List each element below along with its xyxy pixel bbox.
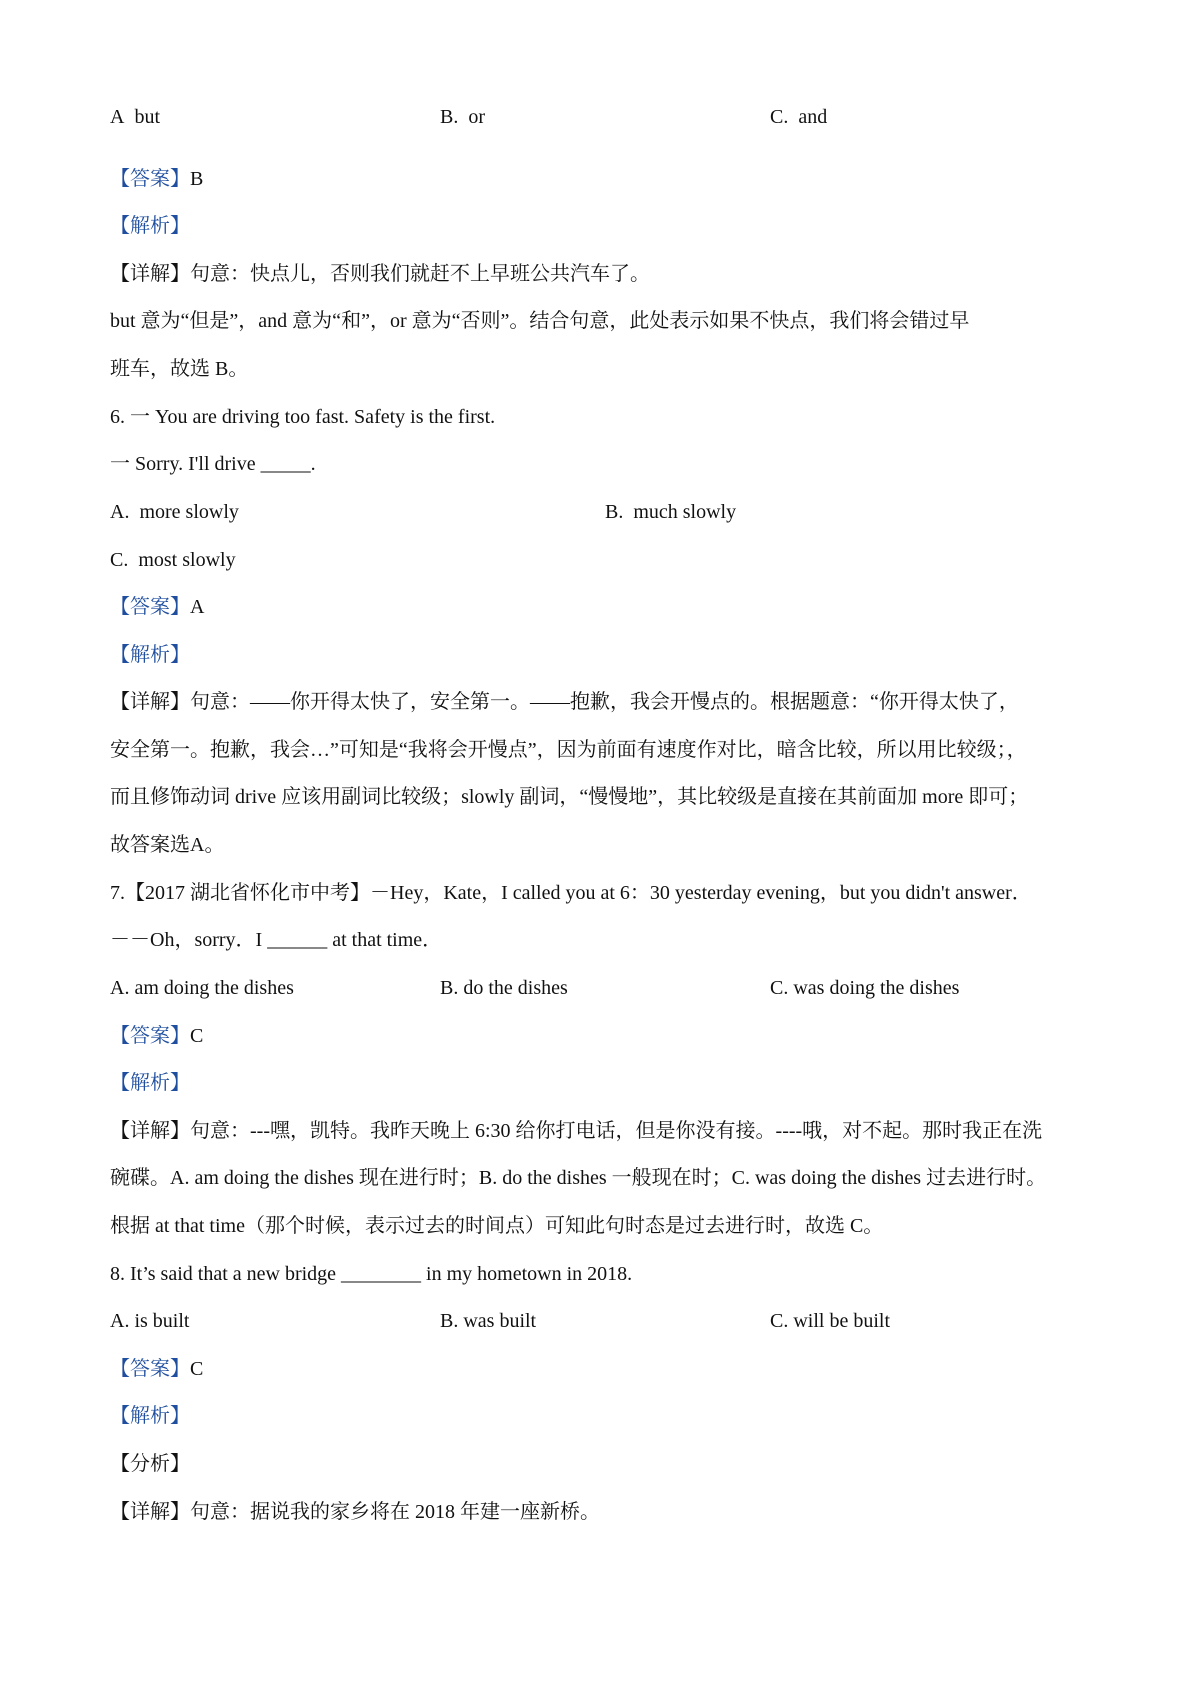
q7-analysis-tag: 【解析】	[110, 1072, 190, 1094]
q6-option-b: B. much slowly	[605, 501, 737, 523]
q6-option-c: C. most slowly	[110, 549, 236, 571]
q8-analysis-tag: 【解析】	[110, 1405, 190, 1427]
q5-detail-2: but 意为“但是”，and 意为“和”，or 意为“否则”。结合句意，此处表示如果不快点，我们将会错过早	[110, 310, 970, 332]
q6-option-a: A. more slowly	[110, 501, 239, 523]
q8-option-b: B. was built	[440, 1310, 537, 1332]
q7-stem-1: 7.【2017 湖北省怀化市中考】－Hey，Kate，I called you at 6：30 yesterday evening，but you didn't answer．	[110, 882, 1032, 904]
option-c: C. and	[770, 106, 828, 128]
q6-analysis-tag: 【解析】	[110, 644, 190, 666]
q6-answer: 【答案】A	[110, 596, 205, 618]
q8-fenxi-tag: 【分析】	[110, 1453, 190, 1475]
q6-detail-3: 而且修饰动词 drive 应该用副词比较级；slowly 副词，“慢慢地”，其比较级是直接在其前面加 more 即可；	[110, 786, 1029, 808]
q7-option-c: C. was doing the dishes	[770, 977, 960, 999]
q7-detail-1: 【详解】句意：---嘿，凯特。我昨天晚上 6:30 给你打电话，但是你没有接。----哦，对不起。那时我正在洗	[110, 1120, 1043, 1142]
q8-option-a: A. is built	[110, 1310, 190, 1332]
q8-stem: 8. It’s said that a new bridge ________ in my hometown in 2018.	[110, 1263, 633, 1285]
option-b: B. or	[440, 106, 486, 128]
q7-detail-3: 根据 at that time（那个时候，表示过去的时间点）可知此句时态是过去进行时，故选 C。	[110, 1215, 884, 1237]
option-a: A but	[110, 106, 161, 128]
q7-option-b: B. do the dishes	[440, 977, 568, 999]
q5-analysis-tag: 【解析】	[110, 215, 190, 237]
q6-detail-4: 故答案选A。	[110, 834, 225, 856]
q7-option-a: A. am doing the dishes	[110, 977, 294, 999]
q5-answer: 【答案】B	[110, 168, 204, 190]
q8-option-c: C. will be built	[770, 1310, 890, 1332]
q7-detail-2: 碗碟。A. am doing the dishes 现在进行时；B. do the dishes 一般现在时；C. was doing the dishes 过去进行时。	[110, 1167, 1047, 1189]
q6-detail-2: 安全第一。抱歉，我会…”可知是“我将会开慢点”，因为前面有速度作对比，暗含比较，所以用比较级；，	[110, 739, 1027, 761]
q7-answer: 【答案】C	[110, 1025, 204, 1047]
q6-stem-2: 一 Sorry. I'll drive _____.	[110, 453, 316, 475]
q7-stem-2: －－Oh，sorry．I ______ at that time．	[110, 929, 443, 951]
q5-detail-3: 班车，故选 B。	[110, 358, 249, 380]
q8-answer: 【答案】C	[110, 1358, 204, 1380]
q6-stem-1: 6. 一 You are driving too fast. Safety is the first.	[110, 406, 496, 428]
q6-detail-1: 【详解】句意：——你开得太快了，安全第一。——抱歉，我会开慢点的。根据题意：“你开得太快了，	[110, 691, 1019, 713]
q8-detail-1: 【详解】句意：据说我的家乡将在 2018 年建一座新桥。	[110, 1501, 600, 1523]
q5-detail-1: 【详解】句意：快点儿，否则我们就赶不上早班公共汽车了。	[110, 263, 650, 285]
